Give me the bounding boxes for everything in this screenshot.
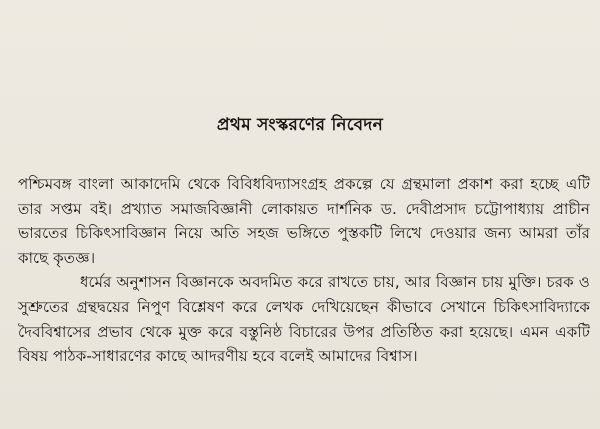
page-title: প্রথম সংস্করণের নিবেদন [216,115,384,135]
paragraph-2: ধর্মের অনুশাসন বিজ্ঞানকে অবদমিত করে রাখতে চায়, আর বিজ্ঞান চায় মুক্তি। চরক ও সুশ্রুতের গ্রন্থদ্বয়ের নিপুণ বিশ্লেষণ করে লেখক দেখিয়েছেন কীভাবে সেখানে চিকিৎসাবিদ্যাকে দৈববিশ্বাসের প্রভাব থেকে মুক্ত করে বস্তুনিষ্ঠ বিচারের উপর প্রতিষ্ঠিত করা হয়েছে। এমন একটি বিষয় পাঠক-সাধারণের কাছে আদরণীয় হবে বলেই আমাদের বিশ্বাস। [18,273,590,366]
body-text [18,172,590,369]
paragraph-1: পশ্চিমবঙ্গ বাংলা আকাদেমি থেকে বিবিধবিদ্যাসংগ্রহ প্রকল্পে যে গ্রন্থমালা প্রকাশ করা হচ্ছে এটি তার সপ্তম বই। প্রখ্যাত সমাজবিজ্ঞানী লোকায়ত দার্শনিক ড. দেবীপ্রসাদ চট্টোপাধ্যায় প্রাচীন ভারতের চিকিৎসাবিজ্ঞান নিয়ে অতি সহজ ভঙ্গিতে পুস্তকটি লিখে দেওয়ার জন্য আমরা তাঁর কাছে কৃতজ্ঞ। [18,175,590,267]
